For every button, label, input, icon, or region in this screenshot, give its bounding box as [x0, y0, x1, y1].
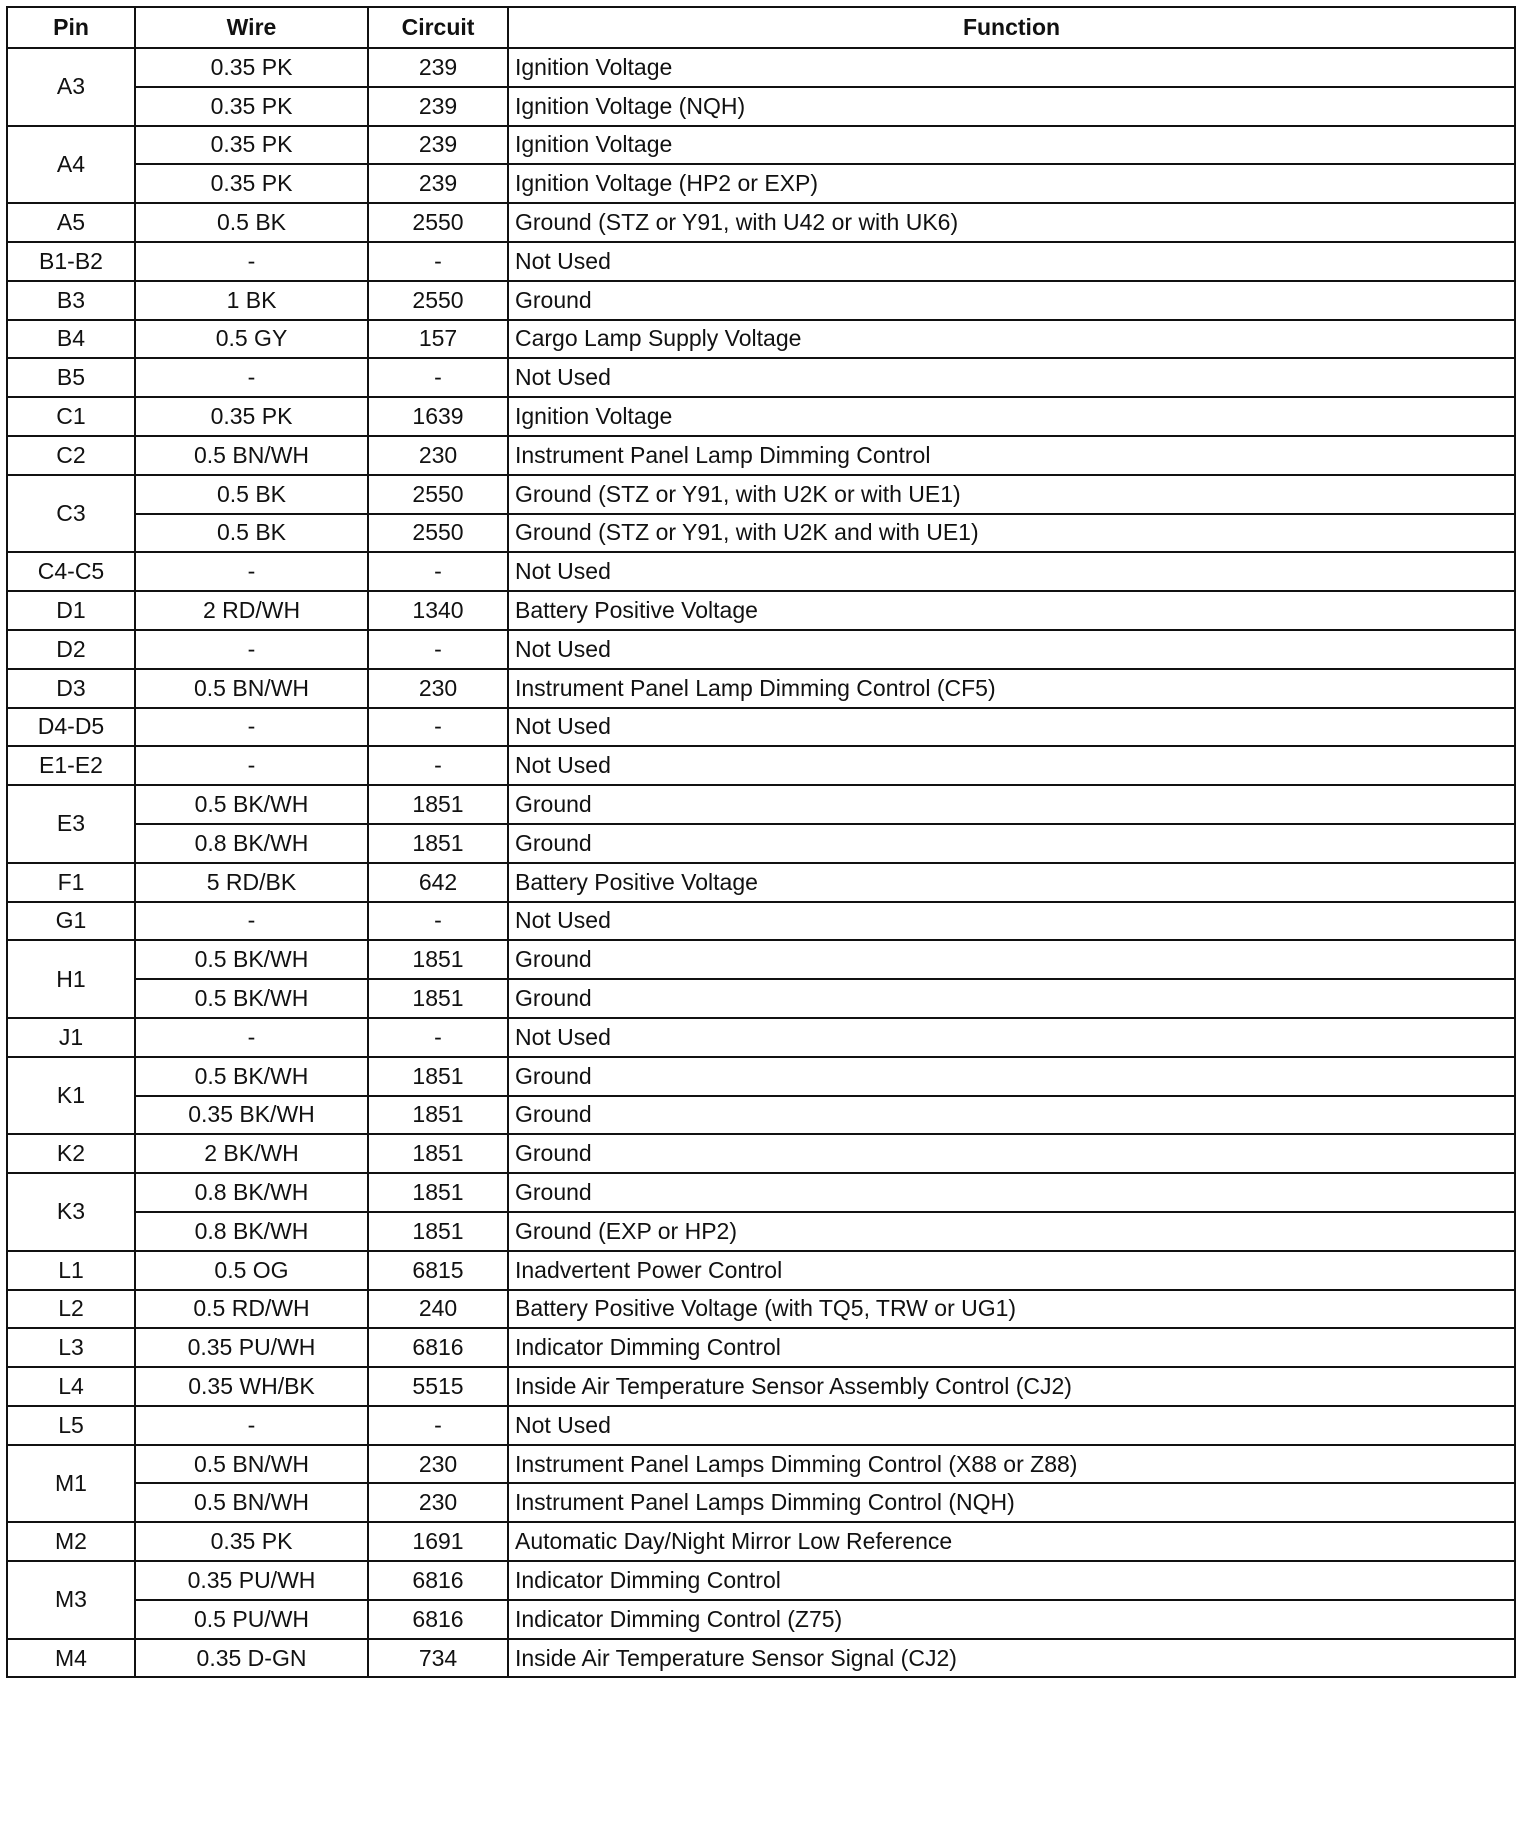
function-cell: Ground: [508, 940, 1515, 979]
circuit-cell: 239: [368, 126, 508, 165]
circuit-cell: -: [368, 708, 508, 747]
function-cell: Ground: [508, 824, 1515, 863]
wire-cell: 0.5 BN/WH: [135, 1445, 368, 1484]
wire-cell: -: [135, 1406, 368, 1445]
wire-cell: 0.5 GY: [135, 320, 368, 359]
table-row: [7, 1483, 1515, 1522]
table-row: [7, 863, 1515, 902]
wire-cell: 0.5 BK/WH: [135, 785, 368, 824]
pin-cell: K1: [7, 1057, 135, 1135]
pin-cell: M3: [7, 1561, 135, 1639]
wire-cell: 0.35 PU/WH: [135, 1328, 368, 1367]
circuit-cell: 1851: [368, 940, 508, 979]
function-cell: Inadvertent Power Control: [508, 1251, 1515, 1290]
pin-cell: D1: [7, 591, 135, 630]
circuit-cell: -: [368, 746, 508, 785]
wire-cell: 0.35 BK/WH: [135, 1096, 368, 1135]
header-circuit: Circuit: [368, 7, 508, 48]
wire-cell: -: [135, 1018, 368, 1057]
function-cell: Ignition Voltage (HP2 or EXP): [508, 164, 1515, 203]
wire-cell: -: [135, 242, 368, 281]
wire-cell: 0.35 PK: [135, 126, 368, 165]
table-row: [7, 708, 1515, 747]
function-cell: Ignition Voltage: [508, 48, 1515, 87]
wire-cell: 0.35 PK: [135, 164, 368, 203]
function-cell: Ground (STZ or Y91, with U42 or with UK6): [508, 203, 1515, 242]
table-row: [7, 1406, 1515, 1445]
function-cell: Cargo Lamp Supply Voltage: [508, 320, 1515, 359]
function-cell: Ground: [508, 281, 1515, 320]
header-row: [7, 7, 1515, 48]
function-cell: Not Used: [508, 902, 1515, 941]
pin-cell: C4-C5: [7, 552, 135, 591]
wire-cell: 1 BK: [135, 281, 368, 320]
function-cell: Inside Air Temperature Sensor Signal (CJ2): [508, 1639, 1515, 1678]
function-cell: Not Used: [508, 746, 1515, 785]
function-cell: Automatic Day/Night Mirror Low Reference: [508, 1522, 1515, 1561]
pin-cell: A4: [7, 126, 135, 204]
table-row: [7, 1018, 1515, 1057]
function-cell: Battery Positive Voltage: [508, 863, 1515, 902]
connector-pinout-table: [6, 6, 1516, 1678]
function-cell: Ground: [508, 1096, 1515, 1135]
circuit-cell: 157: [368, 320, 508, 359]
circuit-cell: 6816: [368, 1328, 508, 1367]
pin-cell: K3: [7, 1173, 135, 1251]
pin-cell: L3: [7, 1328, 135, 1367]
function-cell: Ground (STZ or Y91, with U2K and with UE1): [508, 514, 1515, 553]
header-function: Function: [508, 7, 1515, 48]
pin-cell: H1: [7, 940, 135, 1018]
table-row: [7, 436, 1515, 475]
function-cell: Ground (STZ or Y91, with U2K or with UE1): [508, 475, 1515, 514]
pin-cell: A3: [7, 48, 135, 126]
wire-cell: 0.8 BK/WH: [135, 1212, 368, 1251]
wire-cell: 0.5 BK/WH: [135, 940, 368, 979]
table-row: [7, 514, 1515, 553]
wire-cell: 0.35 PK: [135, 1522, 368, 1561]
function-cell: Ground (EXP or HP2): [508, 1212, 1515, 1251]
table-row: [7, 824, 1515, 863]
wire-cell: 0.35 PK: [135, 48, 368, 87]
pin-cell: B5: [7, 358, 135, 397]
wire-cell: 0.5 BN/WH: [135, 1483, 368, 1522]
table-row: [7, 126, 1515, 165]
table-row: [7, 1561, 1515, 1600]
table-row: [7, 203, 1515, 242]
table-row: [7, 669, 1515, 708]
wire-cell: 0.5 OG: [135, 1251, 368, 1290]
pin-cell: D2: [7, 630, 135, 669]
table-row: [7, 1134, 1515, 1173]
function-cell: Instrument Panel Lamp Dimming Control (CF5): [508, 669, 1515, 708]
circuit-cell: -: [368, 630, 508, 669]
header-pin: Pin: [7, 7, 135, 48]
table-row: [7, 746, 1515, 785]
wire-cell: 0.5 BK: [135, 514, 368, 553]
table-row: [7, 320, 1515, 359]
pin-cell: L1: [7, 1251, 135, 1290]
pin-cell: M2: [7, 1522, 135, 1561]
wire-cell: 0.5 RD/WH: [135, 1290, 368, 1329]
circuit-cell: -: [368, 1018, 508, 1057]
table-row: [7, 48, 1515, 87]
circuit-cell: 2550: [368, 514, 508, 553]
function-cell: Not Used: [508, 552, 1515, 591]
function-cell: Not Used: [508, 1018, 1515, 1057]
table-row: [7, 630, 1515, 669]
pin-cell: D3: [7, 669, 135, 708]
wire-cell: 0.5 BN/WH: [135, 669, 368, 708]
circuit-cell: 1851: [368, 1173, 508, 1212]
pin-cell: L2: [7, 1290, 135, 1329]
function-cell: Instrument Panel Lamps Dimming Control (NQH): [508, 1483, 1515, 1522]
table-row: [7, 1445, 1515, 1484]
wire-cell: -: [135, 708, 368, 747]
pin-cell: L4: [7, 1367, 135, 1406]
table-row: [7, 785, 1515, 824]
circuit-cell: 642: [368, 863, 508, 902]
wire-cell: 0.5 BN/WH: [135, 436, 368, 475]
wire-cell: 0.8 BK/WH: [135, 1173, 368, 1212]
circuit-cell: 2550: [368, 203, 508, 242]
table-row: [7, 1290, 1515, 1329]
wire-cell: 2 RD/WH: [135, 591, 368, 630]
table-row: [7, 1328, 1515, 1367]
wire-cell: 5 RD/BK: [135, 863, 368, 902]
pin-cell: M4: [7, 1639, 135, 1678]
pin-cell: C2: [7, 436, 135, 475]
function-cell: Indicator Dimming Control: [508, 1561, 1515, 1600]
wire-cell: -: [135, 630, 368, 669]
circuit-cell: 1851: [368, 1096, 508, 1135]
table-row: [7, 1600, 1515, 1639]
wire-cell: -: [135, 552, 368, 591]
circuit-cell: 230: [368, 1483, 508, 1522]
header-wire: Wire: [135, 7, 368, 48]
wire-cell: -: [135, 902, 368, 941]
circuit-cell: 1851: [368, 785, 508, 824]
wire-cell: 0.35 PU/WH: [135, 1561, 368, 1600]
circuit-cell: 2550: [368, 475, 508, 514]
circuit-cell: 6815: [368, 1251, 508, 1290]
pin-cell: C3: [7, 475, 135, 553]
wire-cell: -: [135, 746, 368, 785]
table-header: [7, 7, 1515, 48]
function-cell: Not Used: [508, 1406, 1515, 1445]
circuit-cell: 239: [368, 87, 508, 126]
circuit-cell: 1851: [368, 1134, 508, 1173]
circuit-cell: 230: [368, 436, 508, 475]
circuit-cell: 1851: [368, 1057, 508, 1096]
pin-cell: M1: [7, 1445, 135, 1523]
circuit-cell: -: [368, 242, 508, 281]
function-cell: Ground: [508, 1134, 1515, 1173]
circuit-cell: 239: [368, 48, 508, 87]
table-row: [7, 1173, 1515, 1212]
circuit-cell: 2550: [368, 281, 508, 320]
table-row: [7, 475, 1515, 514]
function-cell: Instrument Panel Lamp Dimming Control: [508, 436, 1515, 475]
function-cell: Battery Positive Voltage (with TQ5, TRW or UG1): [508, 1290, 1515, 1329]
pin-cell: K2: [7, 1134, 135, 1173]
table-row: [7, 591, 1515, 630]
pin-cell: F1: [7, 863, 135, 902]
circuit-cell: 734: [368, 1639, 508, 1678]
wire-cell: 0.35 D-GN: [135, 1639, 368, 1678]
wire-cell: -: [135, 358, 368, 397]
function-cell: Ignition Voltage (NQH): [508, 87, 1515, 126]
pin-cell: L5: [7, 1406, 135, 1445]
wire-cell: 0.5 BK/WH: [135, 1057, 368, 1096]
function-cell: Ignition Voltage: [508, 397, 1515, 436]
table-row: [7, 281, 1515, 320]
function-cell: Ground: [508, 785, 1515, 824]
circuit-cell: 230: [368, 669, 508, 708]
function-cell: Ignition Voltage: [508, 126, 1515, 165]
pin-cell: B4: [7, 320, 135, 359]
pin-cell: B3: [7, 281, 135, 320]
function-cell: Not Used: [508, 242, 1515, 281]
function-cell: Not Used: [508, 708, 1515, 747]
wire-cell: 0.5 BK/WH: [135, 979, 368, 1018]
circuit-cell: 5515: [368, 1367, 508, 1406]
function-cell: Not Used: [508, 358, 1515, 397]
circuit-cell: -: [368, 552, 508, 591]
function-cell: Battery Positive Voltage: [508, 591, 1515, 630]
pin-cell: J1: [7, 1018, 135, 1057]
table-row: [7, 87, 1515, 126]
table-row: [7, 164, 1515, 203]
function-cell: Ground: [508, 979, 1515, 1018]
pin-cell: D4-D5: [7, 708, 135, 747]
pin-cell: E1-E2: [7, 746, 135, 785]
table-row: [7, 1212, 1515, 1251]
wire-cell: 2 BK/WH: [135, 1134, 368, 1173]
function-cell: Inside Air Temperature Sensor Assembly Control (CJ2): [508, 1367, 1515, 1406]
wire-cell: 0.5 PU/WH: [135, 1600, 368, 1639]
circuit-cell: 239: [368, 164, 508, 203]
circuit-cell: 6816: [368, 1561, 508, 1600]
function-cell: Indicator Dimming Control: [508, 1328, 1515, 1367]
table-row: [7, 1639, 1515, 1678]
pin-cell: C1: [7, 397, 135, 436]
circuit-cell: 1340: [368, 591, 508, 630]
function-cell: Instrument Panel Lamps Dimming Control (X88 or Z88): [508, 1445, 1515, 1484]
wire-cell: 0.35 PK: [135, 397, 368, 436]
circuit-cell: 230: [368, 1445, 508, 1484]
pin-cell: G1: [7, 902, 135, 941]
function-cell: Indicator Dimming Control (Z75): [508, 1600, 1515, 1639]
circuit-cell: -: [368, 358, 508, 397]
circuit-cell: -: [368, 1406, 508, 1445]
table-row: [7, 1367, 1515, 1406]
table-row: [7, 1251, 1515, 1290]
wire-cell: 0.8 BK/WH: [135, 824, 368, 863]
pin-cell: A5: [7, 203, 135, 242]
wire-cell: 0.5 BK: [135, 203, 368, 242]
table-row: [7, 242, 1515, 281]
circuit-cell: 240: [368, 1290, 508, 1329]
function-cell: Ground: [508, 1173, 1515, 1212]
wire-cell: 0.35 PK: [135, 87, 368, 126]
function-cell: Not Used: [508, 630, 1515, 669]
circuit-cell: 1851: [368, 824, 508, 863]
table-row: [7, 397, 1515, 436]
table-row: [7, 1522, 1515, 1561]
circuit-cell: 6816: [368, 1600, 508, 1639]
wire-cell: 0.35 WH/BK: [135, 1367, 368, 1406]
table-row: [7, 1057, 1515, 1096]
circuit-cell: -: [368, 902, 508, 941]
circuit-cell: 1851: [368, 979, 508, 1018]
wire-cell: 0.5 BK: [135, 475, 368, 514]
table-row: [7, 552, 1515, 591]
circuit-cell: 1639: [368, 397, 508, 436]
table-body: [7, 48, 1515, 1677]
table-row: [7, 902, 1515, 941]
table-row: [7, 979, 1515, 1018]
circuit-cell: 1691: [368, 1522, 508, 1561]
circuit-cell: 1851: [368, 1212, 508, 1251]
pin-cell: E3: [7, 785, 135, 863]
table-row: [7, 1096, 1515, 1135]
pin-cell: B1-B2: [7, 242, 135, 281]
function-cell: Ground: [508, 1057, 1515, 1096]
table-row: [7, 940, 1515, 979]
table-row: [7, 358, 1515, 397]
